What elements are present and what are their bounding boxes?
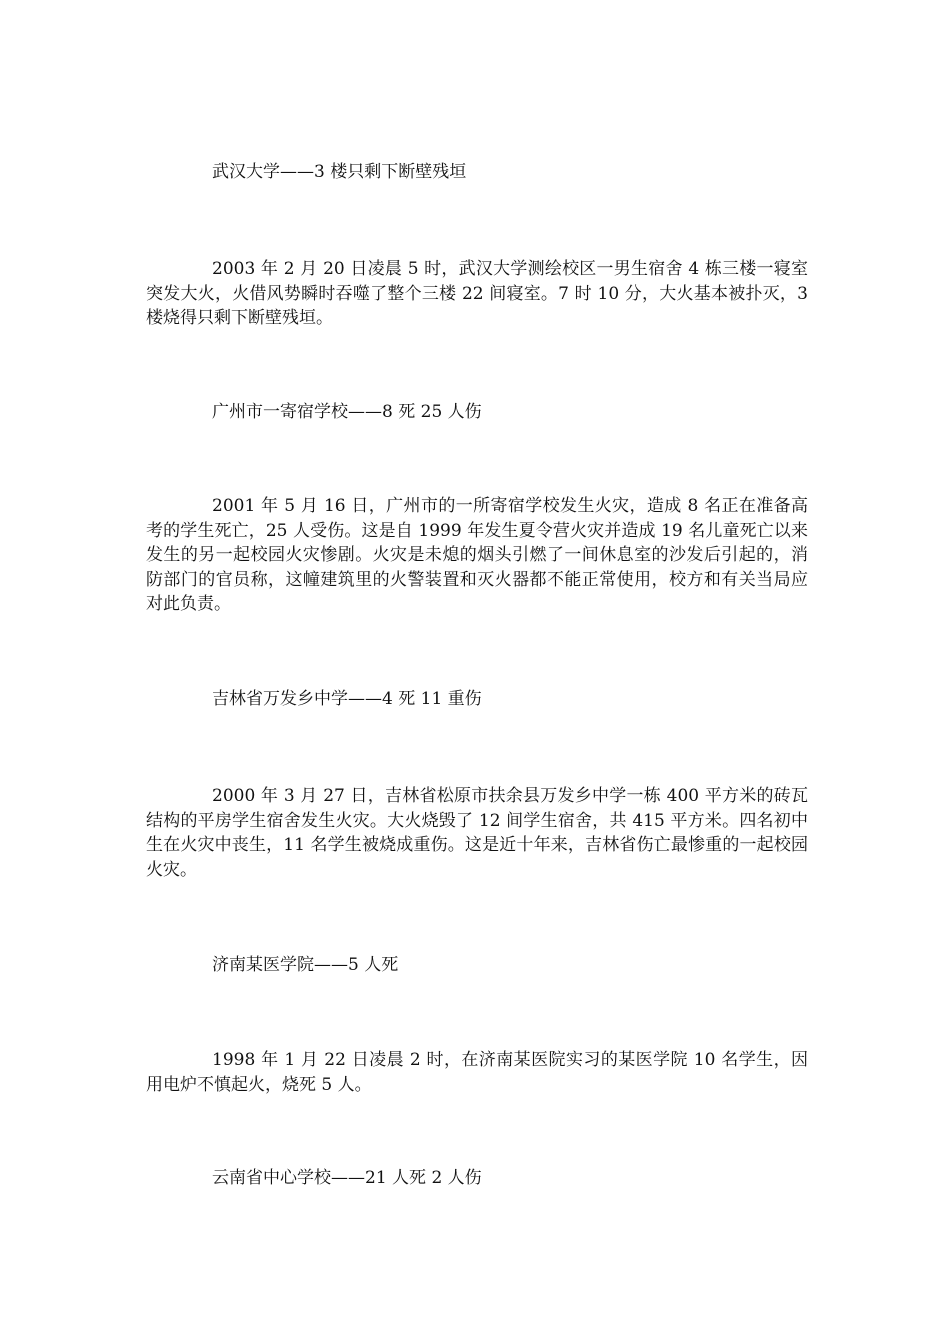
section-paragraph: 1998 年 1 月 22 日凌晨 2 时，在济南某医院实习的某医学院 10 名学生，因用电炉不慎起火，烧死 5 人。 (146, 1050, 808, 1095)
section-paragraph: 2000 年 3 月 27 日，吉林省松原市扶余县万发乡中学一栋 400 平方米的砖瓦结构的平房学生宿舍发生火灾。大火烧毁了 12 间学生宿舍，共 415 平方米。四名初中生在火灾中丧生，11 名学生被烧成重伤。这是近十年来，吉林省伤亡最惨重的一起校园火灾。 (146, 786, 808, 880)
section-paragraph: 2003 年 2 月 20 日凌晨 5 时，武汉大学测绘校区一男生宿舍 4 栋三楼一寝室突发大火，火借风势瞬时吞噬了整个三楼 22 间寝室。7 时 10 分，大火基本被扑灭，3 楼烧得只剩下断壁残垣。 (146, 259, 808, 328)
section-heading: 广州市一寄宿学校——8 死 25 人伤 (212, 402, 482, 422)
section-heading: 吉林省万发乡中学——4 死 11 重伤 (212, 689, 482, 709)
section-heading: 武汉大学——3 楼只剩下断壁残垣 (212, 162, 467, 182)
section-heading: 云南省中心学校——21 人死 2 人伤 (212, 1168, 482, 1188)
section-heading: 济南某医学院——5 人死 (212, 955, 399, 975)
section-paragraph: 2001 年 5 月 16 日，广州市的一所寄宿学校发生火灾，造成 8 名正在准备高考的学生死亡，25 人受伤。这是自 1999 年发生夏令营火灾并造成 19 名儿童死亡以来发生的另一起校园火灾惨剧。火灾是未熄的烟头引燃了一间休息室的沙发后引起的，消防部门的官员称，这幢建筑里的火警装置和灭火器都不能正常使用，校方和有关当局应对此负责。 (146, 496, 808, 614)
